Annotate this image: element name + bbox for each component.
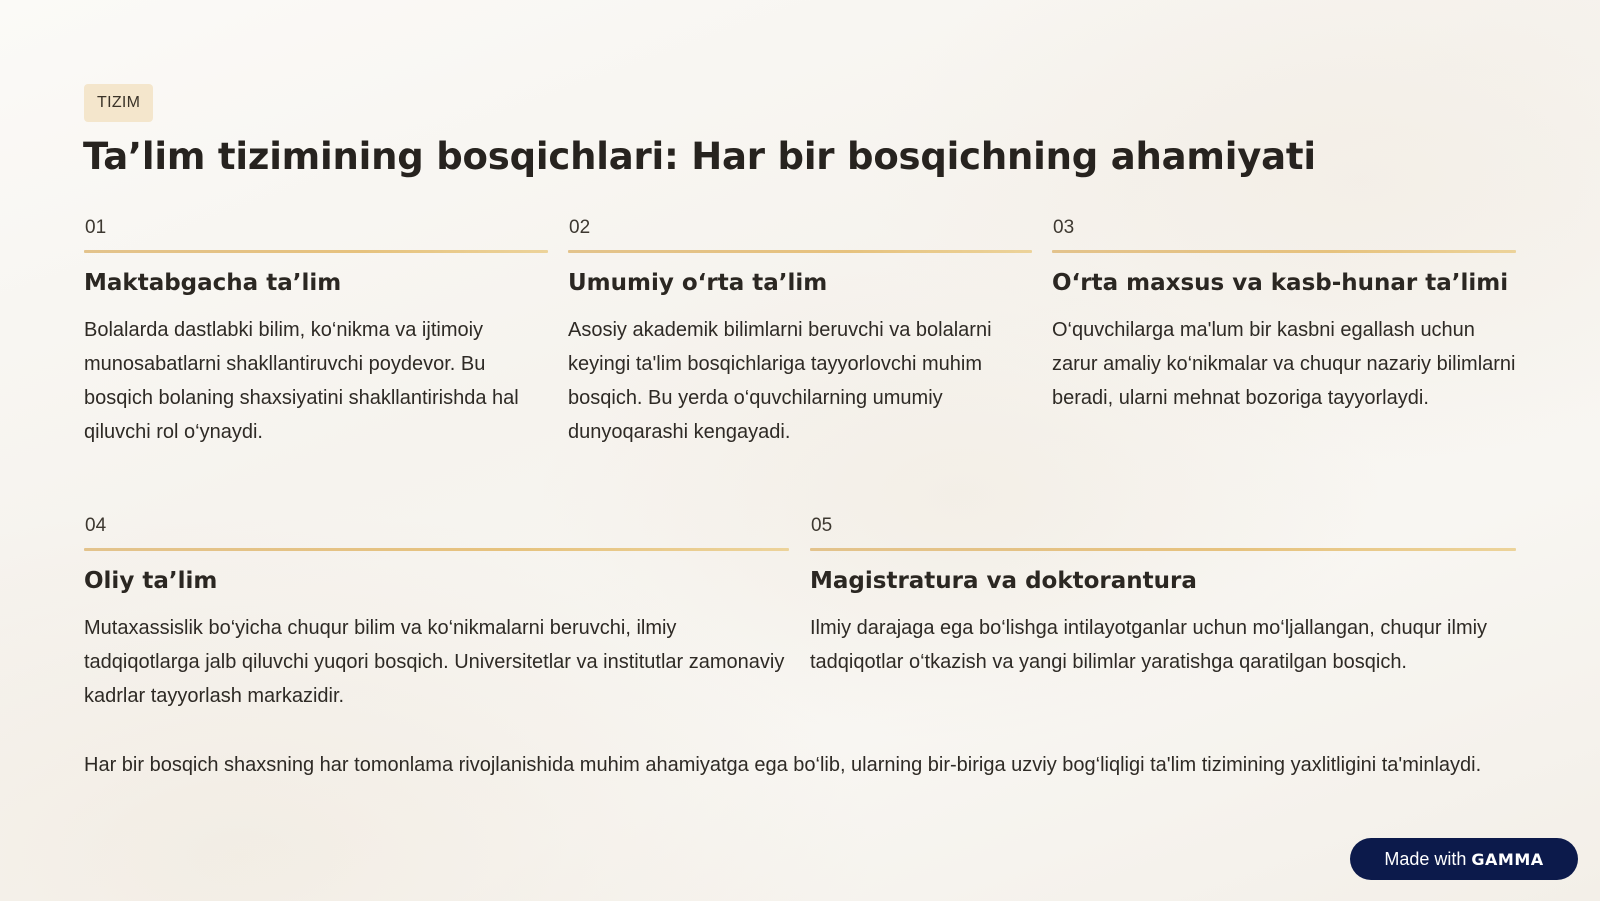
stage-description: Mutaxassislik bo‘yicha chuqur bilim va ko‘nikmalarni beruvchi, ilmiy tadqiqotlarga jalb qiluvchi yuqori bosqich. Universitetlar va institutlar zamonaviy kadrlar tayyorlash markazidir. bbox=[84, 617, 785, 707]
stage-heading: Oliy ta’lim bbox=[84, 568, 218, 594]
stage-divider bbox=[1052, 250, 1516, 253]
stage-description: Ilmiy darajaga ega bo‘lishga intilayotganlar uchun mo‘ljallangan, chuqur ilmiy tadqiqotlar o‘tkazish va yangi bilimlar yaratishga qaratilgan bosqich. bbox=[810, 617, 1488, 673]
stage-heading: O‘rta maxsus va kasb-hunar ta’limi bbox=[1052, 270, 1509, 296]
stage-number: 04 bbox=[85, 515, 107, 536]
stage-number: 02 bbox=[569, 217, 591, 238]
stage-number: 03 bbox=[1053, 217, 1075, 238]
stage-card-1 bbox=[84, 217, 548, 449]
stage-description: Asosiy akademik bilimlarni beruvchi va bolalarni keyingi ta'lim bosqichlariga tayyorlovchi muhim bosqich. Bu yerda o‘quvchilarning umumiy dunyoqarashi kengayadi. bbox=[568, 319, 992, 443]
stage-heading: Maktabgacha ta’lim bbox=[84, 270, 342, 296]
stage-card-3 bbox=[1052, 217, 1516, 415]
section-tag: TIZIM bbox=[84, 84, 153, 122]
stage-number: 05 bbox=[811, 515, 833, 536]
stage-card-2 bbox=[568, 217, 1032, 449]
stage-card-5 bbox=[810, 515, 1516, 679]
stage-description: O‘quvchilarga ma'lum bir kasbni egallash uchun zarur amaliy ko‘nikmalar va chuqur nazariy bilimlarni beradi, ularni mehnat bozoriga tayyorlaydi. bbox=[1052, 319, 1516, 409]
made-with-gamma-badge[interactable] bbox=[1350, 838, 1578, 880]
gamma-logo: GAMMA bbox=[1471, 850, 1544, 869]
stage-heading: Umumiy o‘rta ta’lim bbox=[568, 270, 828, 296]
stage-card-4 bbox=[84, 515, 789, 713]
stage-divider bbox=[84, 250, 548, 253]
summary-text: Har bir bosqich shaxsning har tomonlama rivojlanishida muhim ahamiyatga ega bo‘lib, ularning bir-biriga uzviy bog‘liqligi ta'lim tizimining yaxlitligini ta'minlaydi. bbox=[84, 754, 1482, 776]
badge-prefix: Made with bbox=[1384, 849, 1467, 869]
stage-description: Bolalarda dastlabki bilim, ko‘nikma va ijtimoiy munosabatlarni shakllantiruvchi poydevor. Bu bosqich bolaning shaxsiyatini shakllantirishda hal qiluvchi rol o‘ynaydi. bbox=[84, 319, 519, 443]
stage-divider bbox=[810, 548, 1516, 551]
stage-heading: Magistratura va doktorantura bbox=[810, 568, 1197, 594]
page-title: Ta’lim tizimining bosqichlari: Har bir bosqichning ahamiyati bbox=[83, 135, 1316, 178]
stage-divider bbox=[568, 250, 1032, 253]
stage-divider bbox=[84, 548, 789, 551]
stage-number: 01 bbox=[85, 217, 107, 238]
